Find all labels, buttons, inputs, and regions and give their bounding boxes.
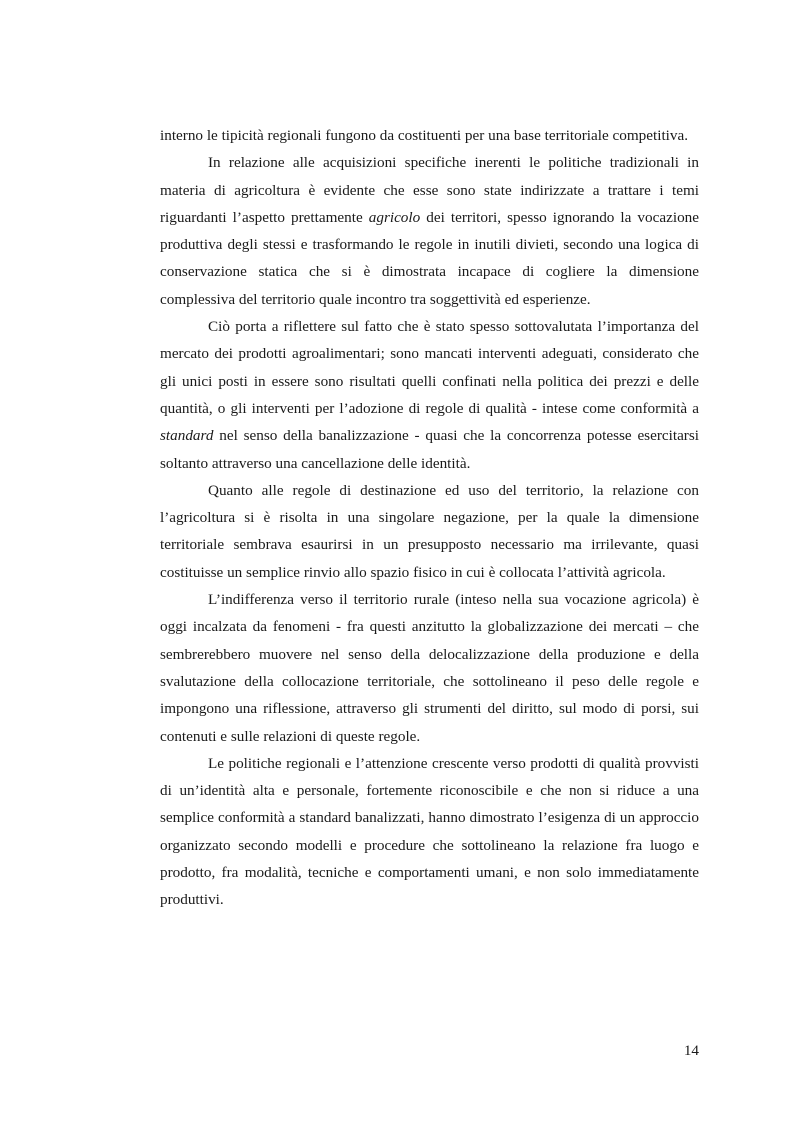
paragraph-text: Ciò porta a riflettere sul fatto che è stato spesso sottovalutata l’importanza del mercato dei prodotti agroalimentari; sono mancati interventi adeguati, considerato che gli unici posti in essere sono risultati quelli confinati nella politica dei prezzi e delle quantità, o gli interventi per l’adozione di regole di qualità - intese come conformità a <box>160 318 699 417</box>
paragraph-text: dei territori, spesso ignorando la vocazione produttiva degli stessi e trasformando le regole in inutili divieti, secondo una logica di conservazione statica che si è dimostrata incapace di cogliere la dimensione complessiva del territorio quale incontro tra soggettività ed esperienze. <box>160 208 699 308</box>
paragraph-agricultural-policies <box>160 149 699 313</box>
paragraph-land-use-rules: Quanto alle regole di destinazione ed uso del territorio, la relazione con l’agricoltura si è risolta in una singolare negazione, per la quale la dimensione territoriale sembrava esaurirsi in un presupposto necessario ma irrilevante, quasi costituisse un semplice rinvio allo spazio fisico in cui è collocata l’attività agricola. <box>160 481 699 581</box>
paragraph-text: In relazione alle acquisizioni specifiche inerenti le politiche tradizionali in materia di agricoltura è evidente che esse sono state indirizzate a trattare i temi riguardanti l’aspetto prettamente <box>160 154 699 226</box>
paragraph-regional-policies: Le politiche regionali e l’attenzione crescente verso prodotti di qualità provvisti di un’identità alta e personale, fortemente riconoscibile e che non si riduce a una semplice conformità a standard banalizzati, hanno dimostrato l’esigenza di un approccio organizzato secondo modelli e procedure che sottolineano la relazione fra luogo e prodotto, fra modalità, tecniche e comportamenti umani, e non solo immediatamente produttivi. <box>160 754 699 909</box>
paragraph-continuation: interno le tipicità regionali fungono da costituenti per una base territoriale competitiva. <box>160 127 689 144</box>
page-number: 14 <box>683 1042 699 1059</box>
body-text <box>160 122 699 914</box>
paragraph-agrifood-market <box>160 313 699 477</box>
italic-term: standard <box>160 427 214 445</box>
paragraph-text: nel senso della banalizzazione - quasi che la concorrenza potesse esercitarsi soltanto attraverso una cancellazione delle identità. <box>160 427 699 472</box>
italic-term: agricolo <box>368 208 421 226</box>
paragraph-rural-territory: L’indifferenza verso il territorio rurale (inteso nella sua vocazione agricola) è oggi incalzata da fenomeni - fra questi anzitutto la globalizzazione dei mercati – che sembrerebbero muovere nel senso della delocalizzazione della produzione e della svalutazione della collocazione territoriale, che sottolineano il peso delle regole e impongono una riflessione, attraverso gli strumenti del diritto, sul modo di porsi, sui contenuti e sulle relazioni di queste regole. <box>160 591 699 745</box>
